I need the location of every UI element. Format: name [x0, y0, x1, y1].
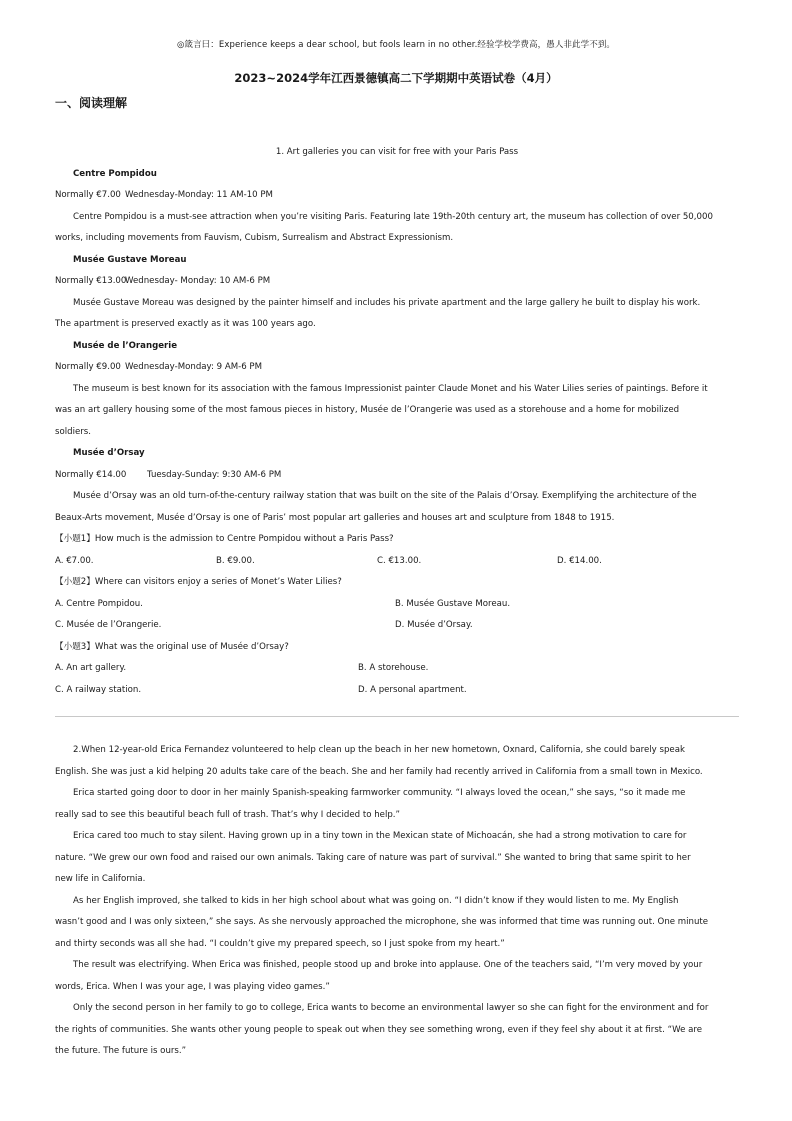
question-options [55, 680, 739, 702]
paragraph-line: new life in California. [55, 874, 146, 884]
gallery-desc-line: The museum is best known for its association with the famous Impressionist painter Claude Monet and his Water Lilies series of paintings. Before it [73, 383, 708, 394]
gallery-name: Centre Pompidou [73, 168, 157, 179]
question-options [55, 615, 739, 637]
gallery-price-hours [55, 271, 739, 293]
gallery-hours: Wednesday-Monday: 9 AM-6 PM [125, 362, 263, 372]
option-c[interactable]: C. Musée de l’Orangerie. [55, 620, 162, 630]
question-stem: 【小题3】What was the original use of Musée d’Orsay? [55, 641, 289, 652]
paragraph-line: words, Erica. When I was your age, I was playing video games.” [55, 981, 330, 992]
gallery-hours: Wednesday- Monday: 10 AM-6 PM [125, 276, 271, 286]
paragraph-line: Erica cared too much to stay silent. Having grown up in a tiny town in the Mexican state of Michoacán, she had a strong motivation to care for [73, 831, 687, 841]
question-stem: 【小题1】How much is the admission to Centre Pompidou without a Paris Pass? [55, 534, 394, 544]
gallery-price: Normally €7.00 [55, 190, 121, 200]
option-b[interactable]: B. Musée Gustave Moreau. [395, 598, 511, 609]
gallery-price: Normally €13.00 [55, 276, 127, 286]
exam-title: 2023~2024学年江西景德镇高二下学期期中英语试卷（4月） [234, 71, 558, 85]
section-divider [55, 716, 739, 717]
option-c[interactable]: C. A railway station. [55, 684, 142, 695]
gallery-price: Normally €9.00 [55, 362, 121, 372]
gallery-desc-line: Musée Gustave Moreau was designed by the painter himself and includes his private apartment and the large gallery he built to display his work. [73, 297, 701, 308]
option-b[interactable]: B. A storehouse. [358, 663, 429, 673]
gallery-hours: Tuesday-Sunday: 9:30 AM-6 PM [147, 469, 282, 480]
gallery-desc-line: Musée d’Orsay was an old turn-of-the-century railway station that was built on the site of the Palais d’Orsay. Exemplifying the architecture of the [73, 491, 697, 501]
option-a[interactable]: A. Centre Pompidou. [55, 598, 143, 609]
option-d[interactable]: D. €14.00. [557, 555, 602, 566]
paragraph-line: Erica started going door to door in her mainly Spanish-speaking farmworker community. “I always loved the ocean,” she says, “so it made me [73, 788, 686, 798]
paragraph-line: the future. The future is ours.” [55, 1046, 187, 1056]
paragraph-line: Only the second person in her family to go to college, Erica wants to become an environmental lawyer so she can fight for the environment and for [73, 1003, 709, 1013]
gallery-desc-line: The apartment is preserved exactly as it was 100 years ago. [55, 319, 316, 329]
gallery-desc-line: soldiers. [55, 426, 91, 437]
option-a[interactable]: A. €7.00. [55, 555, 94, 566]
paragraph-line: 2.When 12-year-old Erica Fernandez volunteered to help clean up the beach in her new hometown, Oxnard, California, she could barely speak [73, 745, 685, 755]
gallery-price-hours [55, 185, 739, 207]
paragraph-line: and thirty seconds was all she had. “I couldn’t give my prepared speech, so I just spoke from my heart.” [55, 938, 505, 949]
question-stem: 【小题2】Where can visitors enjoy a series of Monet’s Water Lilies? [55, 577, 342, 587]
paragraph-line: really sad to see this beautiful beach full of trash. That’s why I decided to help.” [55, 809, 400, 820]
gallery-price-hours [55, 465, 739, 487]
gallery-hours: Wednesday-Monday: 11 AM-10 PM [125, 190, 273, 200]
gallery-price-hours [55, 357, 739, 379]
gallery-desc-line: works, including movements from Fauvism, Cubism, Surrealism and Abstract Expressionism. [55, 233, 454, 243]
passage-1-heading: 1. Art galleries you can visit for free with your Paris Pass [275, 147, 519, 157]
paragraph-line: As her English improved, she talked to kids in her high school about what was going on. “I didn’t know if they would listen to me. My English [73, 895, 679, 906]
paragraph-line: the rights of communities. She wants other young people to speak out when they see something wrong, even if they feel shy about it at first. “We are [55, 1024, 702, 1035]
passage-1 [55, 142, 739, 701]
gallery-name: Musée d’Orsay [73, 448, 145, 458]
section-heading: 一、阅读理解 [55, 96, 128, 110]
gallery-name: Musée de l’Orangerie [73, 340, 178, 351]
paragraph-line: The result was electrifying. When Erica was finished, people stood up and broke into applause. One of the teachers said, “I’m very moved by your [73, 960, 703, 970]
question-options [55, 594, 739, 616]
gallery-desc-line: Beaux-Arts movement, Musée d’Orsay is one of Paris’ most popular art galleries and houses art and sculpture from 1848 to 1915. [55, 512, 615, 523]
passage-2 [55, 740, 739, 1063]
option-d[interactable]: D. A personal apartment. [358, 684, 467, 695]
option-b[interactable]: B. €9.00. [216, 555, 255, 566]
gallery-name: Musée Gustave Moreau [73, 254, 187, 265]
gallery-desc-line: Centre Pompidou is a must-see attraction when you’re visiting Paris. Featuring late 19th-20th century art, the museum has collection of over 50,000 [73, 211, 713, 222]
option-c[interactable]: C. €13.00. [377, 555, 422, 566]
option-d[interactable]: D. Musée d’Orsay. [395, 620, 473, 630]
motto-line: ◎箴言曰：Experience keeps a dear school, but fools learn in no other.经验学校学费高，愚人非此学不到。 [176, 40, 616, 50]
gallery-desc-line: was an art gallery housing some of the most famous pieces in history, Musée de l’Orangerie was used as a storehouse and a home for mobilized [55, 405, 680, 415]
question-options [55, 658, 739, 680]
paragraph-line: English. She was just a kid helping 20 adults take care of the beach. She and her family had recently arrived in California from a small town in Mexico. [55, 766, 703, 777]
option-a[interactable]: A. An art gallery. [55, 663, 127, 673]
paragraph-line: wasn’t good and I was only sixteen,” she says. As she nervously approached the microphone, she was informed that time was running out. One minute [55, 917, 709, 927]
gallery-price: Normally €14.00 [55, 469, 127, 480]
question-options [55, 551, 739, 573]
paragraph-line: nature. “We grew our own food and raised our own animals. Taking care of nature was part of survival.” She wanted to bring that same spirit to her [55, 852, 691, 863]
